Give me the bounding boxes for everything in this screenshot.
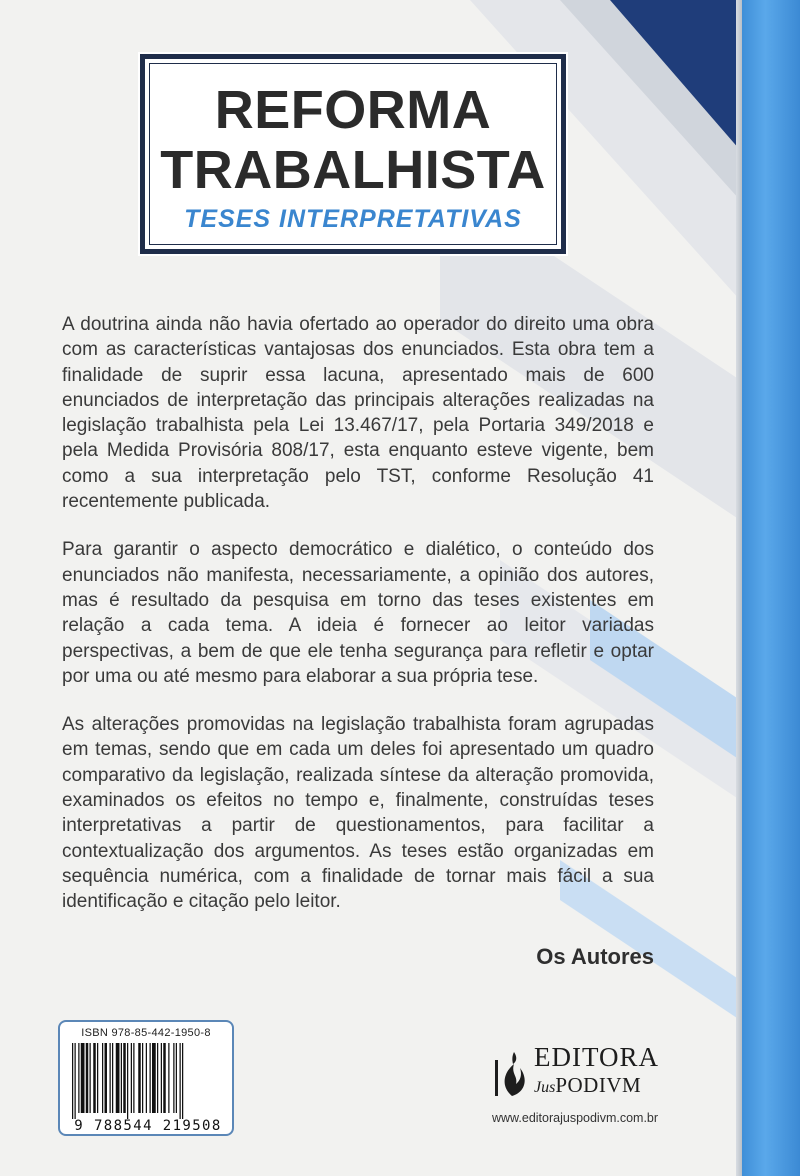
blurb-paragraph-1: A doutrina ainda não havia ofertado ao operador do direito uma obra com as características vantajosas dos enunciados. Esta obra tem a finalidade de suprir essa lacuna, apresentado mais de 600 enunciados de interpretação das principais alterações realizadas na legislação trabalhista pela Lei 13.467/17, pela Portaria 349/2018 e pela Medida Provisória 808/17, esta enquanto esteve vigente, bem como a sua interpretação pelo TST, conforme Resolução 41 recentemente publicada.: [62, 314, 654, 513]
blurb-text: [62, 312, 654, 938]
isbn-label: ISBN 978-85-442-1950-8: [81, 1027, 211, 1039]
authors-signature: Os Autores: [536, 944, 654, 969]
book-title-line-1: REFORMA: [214, 80, 492, 140]
book-title-line-2: TRABALHISTA: [160, 140, 546, 200]
barcode-icon: [72, 1043, 224, 1119]
publisher-url: www.editorajuspodivm.com.br: [492, 1111, 659, 1125]
publisher-jus: Jus: [534, 1079, 556, 1096]
barcode-digits: 9 788544 219508: [74, 1118, 222, 1134]
publisher-podivm: PODIVM: [555, 1073, 642, 1097]
barcode-box: [58, 1020, 234, 1136]
blurb-paragraph-3: As alterações promovidas na legislação trabalhista foram agrupadas em temas, sendo que em cada um deles foi apresentado um quadro comparativo da legislação, realizada síntese da alteração promovida, examinados os efeitos no tempo e, finalmente, construídas teses interpretativas a partir de questionamentos, para facilitar a contextualização dos argumentos. As teses estão organizadas em sequência numérica, com a finalidade de tornar mais fácil a sua identificação e citação pelo leitor.: [62, 714, 654, 913]
title-box: [140, 54, 566, 254]
publisher-flame-logo-icon: [494, 1050, 528, 1098]
publisher-subname: [534, 1073, 641, 1098]
publisher-name: EDITORA: [534, 1042, 659, 1072]
blurb-paragraph-2: Para garantir o aspecto democrático e dialético, o conteúdo dos enunciados não manifesta, necessariamente, a opinião dos autores, mas é resultado da pesquisa em torno das teses existentes em relação a cada tema. A ideia é fornecer ao leitor variadas perspectivas, a bem de que ele tenha segurança para refletir e optar por uma ou até mesmo para elaborar a sua própria tese.: [62, 539, 654, 687]
book-subtitle: TESES INTERPRETATIVAS: [184, 205, 522, 233]
book-spine: [742, 0, 800, 1176]
